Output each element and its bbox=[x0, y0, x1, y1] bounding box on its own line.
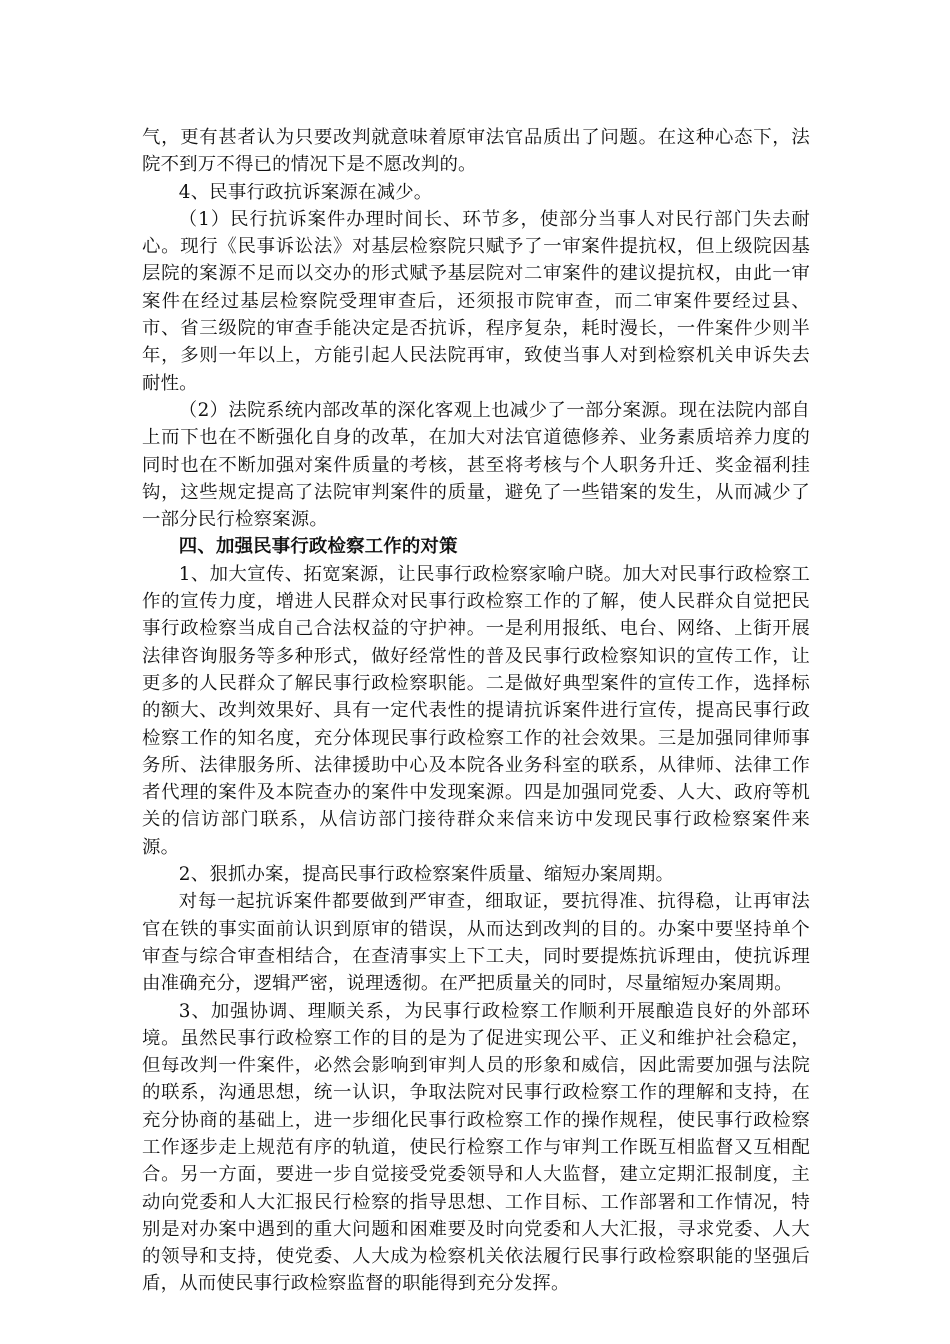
section-heading: 四、加强民事行政检察工作的对策 bbox=[178, 536, 458, 558]
paragraph-point-4: 4、民事行政抗诉案源在减少。 bbox=[178, 181, 433, 203]
paragraph-measure-1: 1、加大宣传、拓宽案源，让民事行政检察家喻户晓。加大对民事行政检察工作的宣传力度，增进人民群众对民事行政检察工作的了解，使人民群众自觉把民事行政检察当成自己合法权益的守护神。一是利用报纸、电台、网络、上街开展法律咨询服务等多种形式，做好经常性的普及民事行政检察知识的宣传工作，让更多的人民群众了解民事行政检察职能。二是做好典型案件的宣传工作，选择标的额大、改判效果好、具有一定代表性的提请抗诉案件进行宣传，提高民事行政检察工作的知名度，充分体现民事行政检察工作的社会效果。三是加强同律师事务所、法律服务所、法律援助中心及本院各业务科室的联系，从律师、法律工作者代理的案件及本院查办的案件中发现案源。四是加强同党委、人大、政府等机关的信访部门联系，从信访部门接待群众来信来访中发现民事行政检察案件来源。 bbox=[142, 563, 810, 858]
paragraph-point-4-1: （1）民行抗诉案件办理时间长、环节多，使部分当事人对民行部门失去耐心。现行《民事诉讼法》对基层检察院只赋予了一审案件提抗权，但上级院因基层院的案源不足而以交办的形式赋予基层院对二审案件的建议提抗权，由此一审案件在经过基层检察院受理审查后，还须报市院审查，而二审案件要经过县、市、省三级院的审查手能决定是否抗诉，程序复杂，耗时漫长，一件案件少则半年，多则一年以上，方能引起人民法院再审，致使当事人对到检察机关申诉失去耐性。 bbox=[142, 208, 810, 394]
paragraph-measure-2: 2、狠抓办案，提高民事行政检察案件质量、缩短办案周期。 bbox=[178, 864, 675, 886]
paragraph-measure-3: 3、加强协调、理顺关系，为民事行政检察工作顺利开展酿造良好的外部环境。虽然民事行政检察工作的目的是为了促进实现公平、正义和维护社会稳定，但每改判一件案件，必然会影响到审判人员的形象和威信，因此需要加强与法院的联系，沟通思想，统一认识，争取法院对民事行政检察工作的理解和支持，在充分协商的基础上，进一步细化民事行政检察工作的操作规程，使民事行政检察工作逐步走上规范有序的轨道，使民行检察工作与审判工作既互相监督又互相配合。另一方面，要进一步自觉接受党委领导和人大监督，建立定期汇报制度，主动向党委和人大汇报民行检察的指导思想、工作目标、工作部署和工作情况，特别是对办案中遇到的重大问题和困难要及时向党委和人大汇报，寻求党委、人大的领导和支持，使党委、人大成为检察机关依法履行民事行政检察职能的坚强后盾，从而使民事行政检察监督的职能得到充分发挥。 bbox=[142, 1000, 810, 1295]
paragraph-point-4-2: （2）法院系统内部改革的深化客观上也减少了一部分案源。现在法院内部自上而下也在不断强化自身的改革，在加大对法官道德修养、业务素质培养力度的同时也在不断加强对案件质量的考核，甚至将考核与个人职务升迁、奖金福利挂钩，这些规定提高了法院审判案件的质量，避免了一些错案的发生，从而减少了一部分民行检察案源。 bbox=[142, 399, 810, 531]
document-page bbox=[142, 124, 810, 1298]
paragraph-measure-2-body: 对每一起抗诉案件都要做到严审查，细取证，要抗得准、抗得稳，让再审法官在铁的事实面前认识到原审的错误，从而达到改判的目的。办案中要坚持单个审查与综合审查相结合，在查清事实上下工夫，同时要提炼抗诉理由，使抗诉理由准确充分，逻辑严密，说理透彻。在严把质量关的同时，尽量缩短办案周期。 bbox=[142, 891, 810, 995]
paragraph-continuation: 气，更有甚者认为只要改判就意味着原审法官品质出了问题。在这种心态下，法院不到万不得已的情况下是不愿改判的。 bbox=[142, 127, 810, 176]
